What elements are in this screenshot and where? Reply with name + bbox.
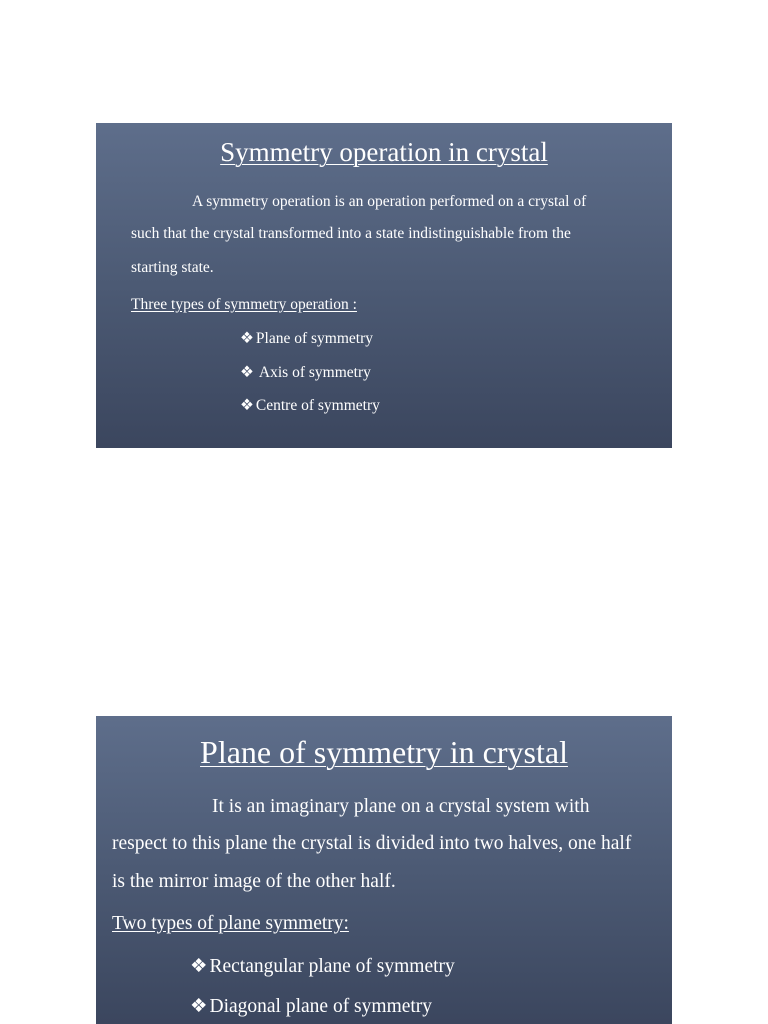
- bullet-item: [190, 954, 455, 978]
- slide-symmetry-operation: [96, 123, 672, 448]
- bullet-item: [240, 396, 380, 415]
- bullet-item: [190, 994, 432, 1018]
- subheading: Two types of plane symmetry:: [112, 913, 349, 934]
- paragraph-line: It is an imaginary plane on a crystal system with: [212, 796, 590, 817]
- diamond-bullet-icon: ❖: [190, 996, 208, 1017]
- bullet-label: Rectangular plane of symmetry: [209, 956, 455, 977]
- diamond-bullet-icon: ❖: [190, 956, 208, 977]
- paragraph-line: starting state.: [131, 259, 214, 276]
- paragraph-line: is the mirror image of the other half.: [112, 871, 396, 892]
- bullet-label: Plane of symmetry: [255, 330, 373, 347]
- diamond-bullet-icon: ❖: [240, 330, 254, 347]
- bullet-item: [240, 329, 373, 348]
- subheading: Three types of symmetry operation :: [131, 296, 357, 313]
- diamond-bullet-icon: ❖: [240, 364, 254, 381]
- paragraph-line: A symmetry operation is an operation performed on a crystal of: [192, 193, 587, 210]
- bullet-item: [240, 363, 371, 382]
- slide-plane-of-symmetry: [96, 716, 672, 1024]
- diamond-bullet-icon: ❖: [240, 397, 254, 414]
- bullet-label: Diagonal plane of symmetry: [209, 996, 433, 1017]
- slide-title: Symmetry operation in crystal: [220, 137, 548, 167]
- paragraph-line: such that the crystal transformed into a state indistinguishable from the: [131, 225, 571, 242]
- bullet-label: Axis of symmetry: [255, 364, 371, 381]
- bullet-label: Centre of symmetry: [255, 397, 380, 414]
- paragraph-line: respect to this plane the crystal is divided into two halves, one half: [112, 833, 632, 854]
- slide-title: Plane of symmetry in crystal: [200, 734, 568, 770]
